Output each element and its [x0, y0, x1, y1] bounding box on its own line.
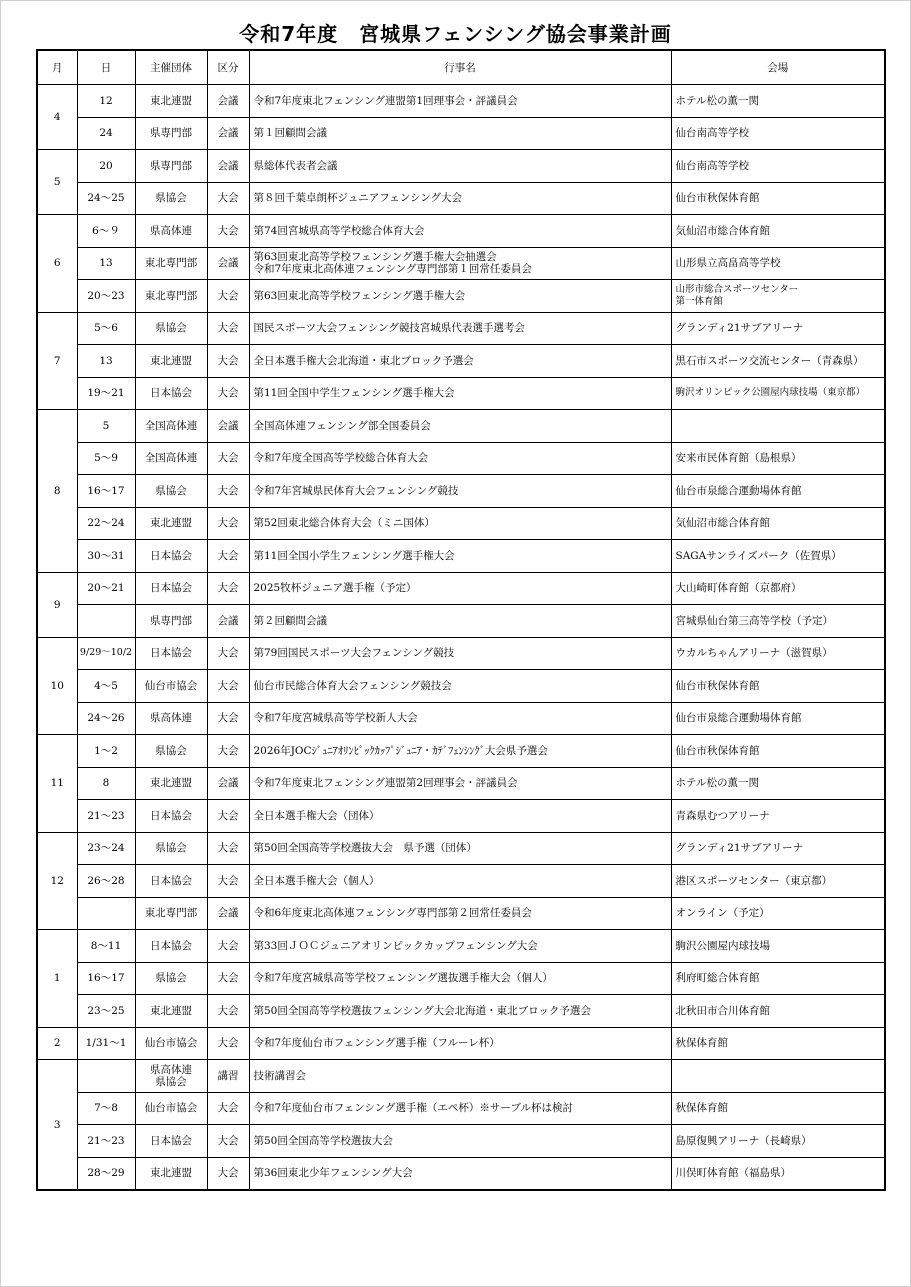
- venue-cell: [671, 1060, 885, 1093]
- event-name-cell: 第50回全国高等学校選抜フェンシング大会北海道・東北ブロック予選会: [249, 995, 671, 1028]
- day-cell: 24～26: [77, 702, 135, 735]
- day-cell: 22～24: [77, 507, 135, 540]
- table-row: [37, 410, 885, 443]
- day-cell: 21～23: [77, 1125, 135, 1158]
- day-cell: 30～31: [77, 540, 135, 573]
- header-organizer: 主催団体: [135, 50, 207, 85]
- event-name-cell: 第33回ＪＯＣジュニアオリンピックカップフェンシング大会: [249, 930, 671, 963]
- organizer-cell: 日本協会: [135, 572, 207, 605]
- event-name-cell: 第79回国民スポーツ大会フェンシング競技: [249, 637, 671, 670]
- organizer-cell: 仙台市協会: [135, 1092, 207, 1125]
- venue-cell: 青森県むつアリーナ: [671, 800, 885, 833]
- day-cell: 1～2: [77, 735, 135, 768]
- category-cell: 大会: [207, 962, 249, 995]
- table-row: [37, 540, 885, 573]
- day-cell: 20～21: [77, 572, 135, 605]
- organizer-cell: 県専門部: [135, 605, 207, 638]
- category-cell: 大会: [207, 865, 249, 898]
- event-name-cell: 全日本選手権大会北海道・東北ブロック予選会: [249, 345, 671, 378]
- day-cell: 23～25: [77, 995, 135, 1028]
- organizer-cell: 日本協会: [135, 865, 207, 898]
- category-cell: 大会: [207, 1125, 249, 1158]
- organizer-cell: 日本協会: [135, 800, 207, 833]
- month-cell: 4: [37, 85, 77, 150]
- event-name-cell: 仙台市民総合体育大会フェンシング競技会: [249, 670, 671, 703]
- category-cell: 会議: [207, 767, 249, 800]
- table-row: [37, 800, 885, 833]
- organizer-cell: 仙台市協会: [135, 1027, 207, 1060]
- day-cell: 21～23: [77, 800, 135, 833]
- day-cell: 24: [77, 117, 135, 150]
- table-row: [37, 572, 885, 605]
- venue-cell: グランディ21サブアリーナ: [671, 832, 885, 865]
- category-cell: 大会: [207, 475, 249, 508]
- day-cell: 12: [77, 85, 135, 118]
- event-name-cell: 2026年JOCｼﾞｭﾆｱｵﾘﾝﾋﾟｯｸｶｯﾌﾟｼﾞｭﾆｱ・ｶﾃﾞﾌｪﾝｼﾝｸﾞ大会県予選会: [249, 735, 671, 768]
- organizer-cell: 東北連盟: [135, 767, 207, 800]
- day-cell: 28～29: [77, 1157, 135, 1190]
- day-cell: 26～28: [77, 865, 135, 898]
- category-cell: 大会: [207, 540, 249, 573]
- day-cell: [77, 897, 135, 930]
- category-cell: 大会: [207, 182, 249, 215]
- table-row: [37, 312, 885, 345]
- organizer-cell: 仙台市協会: [135, 670, 207, 703]
- month-cell: 7: [37, 312, 77, 410]
- venue-cell: 黒石市スポーツ交流センター（青森県）: [671, 345, 885, 378]
- day-cell: 5～9: [77, 442, 135, 475]
- event-name-cell: 令和7年度仙台市フェンシング選手権（フルーレ杯）: [249, 1027, 671, 1060]
- event-name-cell: 第36回東北少年フェンシング大会: [249, 1157, 671, 1190]
- day-cell: 9/29～10/2: [77, 637, 135, 670]
- venue-cell: 秋保体育館: [671, 1027, 885, 1060]
- header-month: 月: [37, 50, 77, 85]
- table-row: [37, 702, 885, 735]
- day-cell: 5: [77, 410, 135, 443]
- table-row: [37, 1125, 885, 1158]
- venue-cell: 仙台市秋保体育館: [671, 735, 885, 768]
- organizer-cell: 全国高体連: [135, 410, 207, 443]
- organizer-cell: 県高体連: [135, 702, 207, 735]
- day-cell: 24～25: [77, 182, 135, 215]
- venue-cell: 宮城県仙台第三高等学校（予定）: [671, 605, 885, 638]
- month-cell: 9: [37, 572, 77, 637]
- category-cell: 大会: [207, 670, 249, 703]
- day-cell: 4～5: [77, 670, 135, 703]
- category-cell: 会議: [207, 150, 249, 183]
- venue-cell: 安来市民体育館（島根県）: [671, 442, 885, 475]
- table-row: [37, 117, 885, 150]
- table-row: [37, 995, 885, 1028]
- venue-cell: オンライン（予定）: [671, 897, 885, 930]
- organizer-cell: 日本協会: [135, 1125, 207, 1158]
- organizer-cell: 東北専門部: [135, 247, 207, 280]
- table-row: [37, 1060, 885, 1093]
- event-name-cell: 第50回全国高等学校選抜大会: [249, 1125, 671, 1158]
- day-cell: [77, 605, 135, 638]
- venue-cell: 島原復興アリーナ（長崎県）: [671, 1125, 885, 1158]
- month-cell: 2: [37, 1027, 77, 1060]
- organizer-cell: 東北連盟: [135, 507, 207, 540]
- organizer-cell: 県専門部: [135, 117, 207, 150]
- table-header-row: [37, 50, 885, 85]
- organizer-cell: 県専門部: [135, 150, 207, 183]
- organizer-cell: 県高体連 県協会: [135, 1060, 207, 1093]
- category-cell: 会議: [207, 247, 249, 280]
- month-cell: 11: [37, 735, 77, 833]
- event-name-cell: 第52回東北総合体育大会（ミニ国体）: [249, 507, 671, 540]
- event-name-cell: 第２回顧問会議: [249, 605, 671, 638]
- venue-cell: 駒沢オリンピック公園屋内球技場（東京都）: [671, 377, 885, 410]
- table-row: [37, 637, 885, 670]
- day-cell: 20: [77, 150, 135, 183]
- category-cell: 会議: [207, 605, 249, 638]
- organizer-cell: 日本協会: [135, 377, 207, 410]
- event-name-cell: 全日本選手権大会（個人）: [249, 865, 671, 898]
- table-row: [37, 475, 885, 508]
- category-cell: 大会: [207, 702, 249, 735]
- organizer-cell: 県協会: [135, 832, 207, 865]
- month-cell: 12: [37, 832, 77, 930]
- day-cell: 1/31～1: [77, 1027, 135, 1060]
- organizer-cell: 東北連盟: [135, 85, 207, 118]
- venue-cell: 仙台市泉総合運動場体育館: [671, 702, 885, 735]
- organizer-cell: 県協会: [135, 475, 207, 508]
- table-row: [37, 767, 885, 800]
- venue-cell: [671, 410, 885, 443]
- category-cell: 大会: [207, 1092, 249, 1125]
- month-cell: 10: [37, 637, 77, 735]
- category-cell: 大会: [207, 1027, 249, 1060]
- header-venue: 会場: [671, 50, 885, 85]
- table-row: [37, 962, 885, 995]
- event-name-cell: 令和7年宮城県民体育大会フェンシング競技: [249, 475, 671, 508]
- venue-cell: 仙台南高等学校: [671, 117, 885, 150]
- organizer-cell: 東北専門部: [135, 280, 207, 313]
- organizer-cell: 県協会: [135, 962, 207, 995]
- table-row: [37, 897, 885, 930]
- category-cell: 大会: [207, 442, 249, 475]
- table-row: [37, 280, 885, 313]
- day-cell: 6～９: [77, 215, 135, 248]
- day-cell: 16～17: [77, 475, 135, 508]
- venue-cell: 仙台市秋保体育館: [671, 182, 885, 215]
- event-name-cell: 第１回顧問会議: [249, 117, 671, 150]
- header-event: 行事名: [249, 50, 671, 85]
- table-row: [37, 1157, 885, 1190]
- header-category: 区分: [207, 50, 249, 85]
- organizer-cell: 県協会: [135, 312, 207, 345]
- category-cell: 大会: [207, 377, 249, 410]
- venue-cell: SAGAサンライズパーク（佐賀県）: [671, 540, 885, 573]
- header-day: 日: [77, 50, 135, 85]
- table-row: [37, 735, 885, 768]
- venue-cell: 駒沢公園屋内球技場: [671, 930, 885, 963]
- category-cell: 大会: [207, 735, 249, 768]
- organizer-cell: 東北連盟: [135, 995, 207, 1028]
- event-schedule-table: [36, 49, 886, 1191]
- table-row: [37, 345, 885, 378]
- category-cell: 大会: [207, 995, 249, 1028]
- event-name-cell: 令和7年度宮城県高等学校フェンシング選抜選手権大会（個人）: [249, 962, 671, 995]
- venue-cell: 大山崎町体育館（京都府）: [671, 572, 885, 605]
- event-name-cell: 県総体代表者会議: [249, 150, 671, 183]
- event-name-cell: 令和6年度東北高体連フェンシング専門部第２回常任委員会: [249, 897, 671, 930]
- table-row: [37, 832, 885, 865]
- category-cell: 大会: [207, 312, 249, 345]
- category-cell: 大会: [207, 215, 249, 248]
- day-cell: 23～24: [77, 832, 135, 865]
- venue-cell: 利府町総合体育館: [671, 962, 885, 995]
- day-cell: 7～8: [77, 1092, 135, 1125]
- organizer-cell: 日本協会: [135, 637, 207, 670]
- day-cell: 8～11: [77, 930, 135, 963]
- organizer-cell: 県協会: [135, 735, 207, 768]
- venue-cell: 北秋田市合川体育館: [671, 995, 885, 1028]
- venue-cell: ホテル松の薫一関: [671, 85, 885, 118]
- organizer-cell: 県協会: [135, 182, 207, 215]
- venue-cell: 仙台市秋保体育館: [671, 670, 885, 703]
- page-title: 令和7年度 宮城県フェンシング協会事業計画: [239, 22, 672, 46]
- event-name-cell: 第74回宮城県高等学校総合体育大会: [249, 215, 671, 248]
- category-cell: 大会: [207, 930, 249, 963]
- venue-cell: 気仙沼市総合体育館: [671, 215, 885, 248]
- table-row: [37, 865, 885, 898]
- event-name-cell: 国民スポーツ大会フェンシング競技宮城県代表選手選考会: [249, 312, 671, 345]
- category-cell: 大会: [207, 1157, 249, 1190]
- day-cell: 13: [77, 247, 135, 280]
- day-cell: [77, 1060, 135, 1093]
- organizer-cell: 県高体連: [135, 215, 207, 248]
- table-row: [37, 670, 885, 703]
- event-name-cell: 第11回全国小学生フェンシング選手権大会: [249, 540, 671, 573]
- category-cell: 会議: [207, 117, 249, 150]
- event-name-cell: 技術講習会: [249, 1060, 671, 1093]
- event-name-cell: 第11回全国中学生フェンシング選手権大会: [249, 377, 671, 410]
- category-cell: 大会: [207, 572, 249, 605]
- category-cell: 大会: [207, 832, 249, 865]
- day-cell: 13: [77, 345, 135, 378]
- table-row: [37, 182, 885, 215]
- month-cell: 5: [37, 150, 77, 215]
- event-name-cell: 全国高体連フェンシング部全国委員会: [249, 410, 671, 443]
- event-name-cell: 令和7年度全国高等学校総合体育大会: [249, 442, 671, 475]
- venue-cell: ホテル松の薫一関: [671, 767, 885, 800]
- day-cell: 20～23: [77, 280, 135, 313]
- event-name-cell: 令和7年度宮城県高等学校新人大会: [249, 702, 671, 735]
- category-cell: 大会: [207, 280, 249, 313]
- table-row: [37, 605, 885, 638]
- month-cell: 6: [37, 215, 77, 313]
- venue-cell: 港区スポーツセンター（東京都）: [671, 865, 885, 898]
- category-cell: 講習: [207, 1060, 249, 1093]
- event-name-cell: 令和7年度東北フェンシング連盟第2回理事会・評議員会: [249, 767, 671, 800]
- day-cell: 5～6: [77, 312, 135, 345]
- category-cell: 大会: [207, 507, 249, 540]
- organizer-cell: 東北連盟: [135, 345, 207, 378]
- day-cell: 19～21: [77, 377, 135, 410]
- venue-cell: 仙台南高等学校: [671, 150, 885, 183]
- venue-cell: 秋保体育館: [671, 1092, 885, 1125]
- organizer-cell: 全国高体連: [135, 442, 207, 475]
- venue-cell: 川俣町体育館（福島県）: [671, 1157, 885, 1190]
- day-cell: 8: [77, 767, 135, 800]
- table-body: [37, 85, 885, 1191]
- category-cell: 会議: [207, 85, 249, 118]
- venue-cell: ウカルちゃんアリーナ（滋賀県）: [671, 637, 885, 670]
- category-cell: 大会: [207, 637, 249, 670]
- table-row: [37, 442, 885, 475]
- event-name-cell: 全日本選手権大会（団体）: [249, 800, 671, 833]
- table-row: [37, 377, 885, 410]
- table-row: [37, 1027, 885, 1060]
- event-name-cell: 第63回東北高等学校フェンシング選手権大会: [249, 280, 671, 313]
- table-row: [37, 1092, 885, 1125]
- event-name-cell: 令和7年度東北フェンシング連盟第1回理事会・評議員会: [249, 85, 671, 118]
- category-cell: 会議: [207, 410, 249, 443]
- category-cell: 大会: [207, 345, 249, 378]
- venue-cell: 気仙沼市総合体育館: [671, 507, 885, 540]
- table-row: [37, 150, 885, 183]
- event-name-cell: 2025牧杯ジュニア選手権（予定）: [249, 572, 671, 605]
- table-row: [37, 930, 885, 963]
- organizer-cell: 日本協会: [135, 540, 207, 573]
- event-name-cell: 第63回東北高等学校フェンシング選手権大会抽選会 令和7年度東北高体連フェンシング専門部第１回常任委員会: [249, 247, 671, 280]
- month-cell: 3: [37, 1060, 77, 1191]
- month-cell: 1: [37, 930, 77, 1028]
- organizer-cell: 日本協会: [135, 930, 207, 963]
- category-cell: 大会: [207, 800, 249, 833]
- table-row: [37, 85, 885, 118]
- event-name-cell: 第８回千葉卓朗杯ジュニアフェンシング大会: [249, 182, 671, 215]
- event-name-cell: 第50回全国高等学校選抜大会 県予選（団体）: [249, 832, 671, 865]
- day-cell: 16～17: [77, 962, 135, 995]
- table-row: [37, 247, 885, 280]
- table-row: [37, 215, 885, 248]
- month-cell: 8: [37, 410, 77, 573]
- event-name-cell: 令和7年度仙台市フェンシング選手権（エペ杯）※サーブル杯は検討: [249, 1092, 671, 1125]
- venue-cell: グランディ21サブアリーナ: [671, 312, 885, 345]
- venue-cell: 山形県立高畠高等学校: [671, 247, 885, 280]
- table-row: [37, 507, 885, 540]
- venue-cell: 仙台市泉総合運動場体育館: [671, 475, 885, 508]
- organizer-cell: 東北連盟: [135, 1157, 207, 1190]
- venue-cell: 山形市総合スポーツセンター 第一体育館: [671, 280, 885, 313]
- category-cell: 会議: [207, 897, 249, 930]
- organizer-cell: 東北専門部: [135, 897, 207, 930]
